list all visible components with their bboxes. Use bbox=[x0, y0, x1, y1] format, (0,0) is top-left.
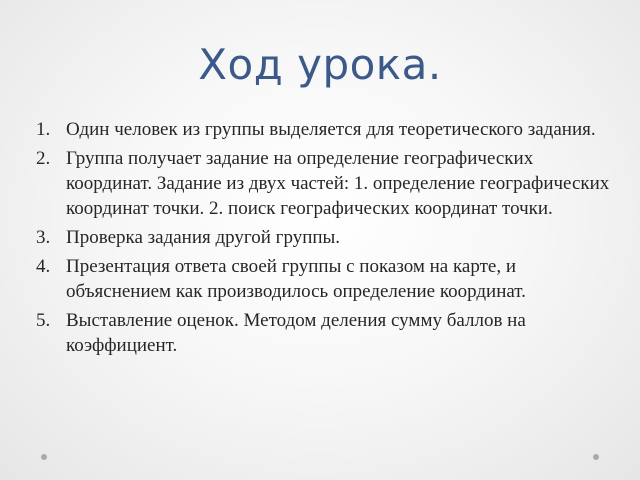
list-item-number: 5. bbox=[36, 310, 51, 331]
list-item-number: 4. bbox=[36, 256, 51, 277]
slide-title: Ход урока. bbox=[198, 40, 442, 89]
list-item bbox=[36, 117, 616, 142]
lesson-steps-list bbox=[36, 117, 616, 362]
list-item bbox=[36, 225, 616, 250]
list-item-text: Выставление оценок. Методом деления сумму баллов на коэффициент. bbox=[66, 310, 526, 356]
decor-dot-left bbox=[41, 454, 47, 460]
list-item bbox=[36, 308, 616, 358]
list-item bbox=[36, 254, 616, 304]
list-item-text: Один человек из группы выделяется для теоретического задания. bbox=[66, 119, 596, 140]
list-item-text: Проверка задания другой группы. bbox=[66, 227, 341, 248]
list-item bbox=[36, 146, 616, 221]
list-item-text: Группа получает задание на определение географических координат. Задание из двух частей: 1. определение географических координат точки. 2. поиск географических координат точки. bbox=[66, 148, 610, 219]
decor-dot-right bbox=[593, 454, 599, 460]
list-item-number: 1. bbox=[36, 119, 51, 140]
list-item-number: 3. bbox=[36, 227, 51, 248]
list-item-number: 2. bbox=[36, 148, 51, 169]
list-item-text: Презентация ответа своей группы с показом на карте, и объяснением как производилось определение координат. bbox=[66, 256, 526, 302]
